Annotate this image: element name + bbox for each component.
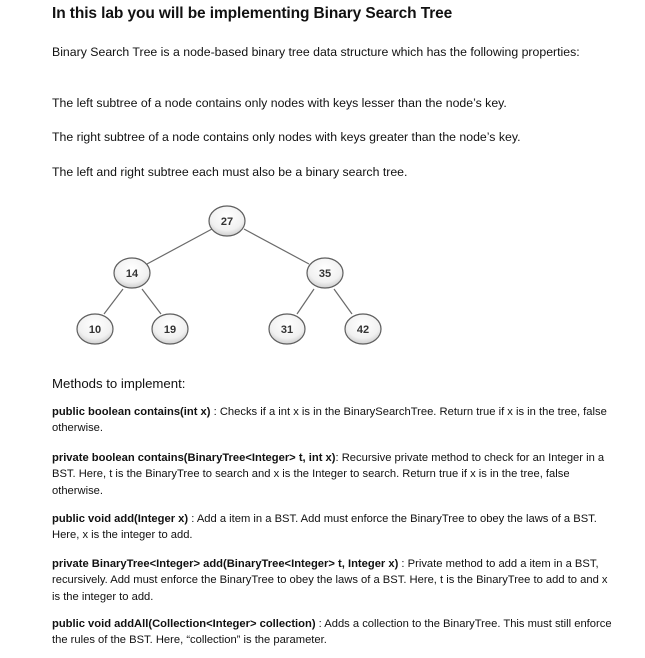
tree-node-35 [307,258,343,288]
tree-node-27 [209,206,245,236]
method-add-public [52,511,617,544]
tree-node-14 [114,258,150,288]
tree-node-label: 31 [280,324,294,336]
tree-node-label: 27 [220,216,234,228]
tree-node-label: 35 [318,268,332,280]
tree-node-label: 10 [88,324,102,336]
property-both-subtrees: The left and right subtree each must also be a binary search tree. [52,165,408,179]
tree-node-31 [269,314,305,344]
method-description: : Adds a collection to the BinaryTree. This must still enforce the rules of the BST. Here, “collection” is the parameter. [52,618,612,647]
tree-node-label: 42 [356,324,370,336]
method-signature: private boolean contains(BinaryTree<Integer> t, int x) [52,452,336,464]
method-description: : Private method to add a item in a BST, recursively. Add must enforce the BinaryTree to obey the laws of a BST. Here, t is the BinaryTree to add to and x is the integer to add. [52,558,608,603]
property-right-subtree: The right subtree of a node contains only nodes with keys greater than the node’s key. [52,130,521,144]
edge-27-35 [244,229,309,264]
methods-heading: Methods to implement: [52,376,186,391]
edge-14-19 [142,289,161,314]
edge-35-42 [334,289,352,314]
method-signature: public boolean contains(int x) [52,406,211,418]
edge-14-10 [104,289,123,314]
method-contains-private [52,450,617,499]
tree-node-10 [77,314,113,344]
method-description: : Checks if a int x is in the BinarySearchTree. Return true if x is in the tree, false otherwise. [52,406,607,435]
page-title: In this lab you will be implementing Binary Search Tree [52,5,453,22]
intro-paragraph: Binary Search Tree is a node-based binary tree data structure which has the following properties: [52,45,580,59]
method-signature: public void addAll(Collection<Integer> collection) [52,618,316,630]
method-add-private [52,556,617,605]
method-signature: public void add(Integer x) [52,513,189,525]
tree-node-19 [152,314,188,344]
method-description: : Add a item in a BST. Add must enforce the BinaryTree to obey the laws of a BST. Here, x is the integer to add. [52,513,597,542]
edge-27-14 [147,229,212,264]
method-description: : Recursive private method to check for an Integer in a BST. Here, t is the BinaryTree to search and x is the Integer to search. Return true if x is in the tree, false otherwise. [52,452,605,497]
method-signature: private BinaryTree<Integer> add(BinaryTree<Integer> t, Integer x) [52,558,399,570]
tree-node-42 [345,314,381,344]
property-left-subtree: The left subtree of a node contains only nodes with keys lesser than the node’s key. [52,96,507,110]
edge-35-31 [297,289,314,314]
tree-node-label: 14 [125,268,139,280]
method-addall-public [52,616,617,649]
tree-node-label: 19 [163,324,177,336]
method-contains-public [52,404,617,437]
